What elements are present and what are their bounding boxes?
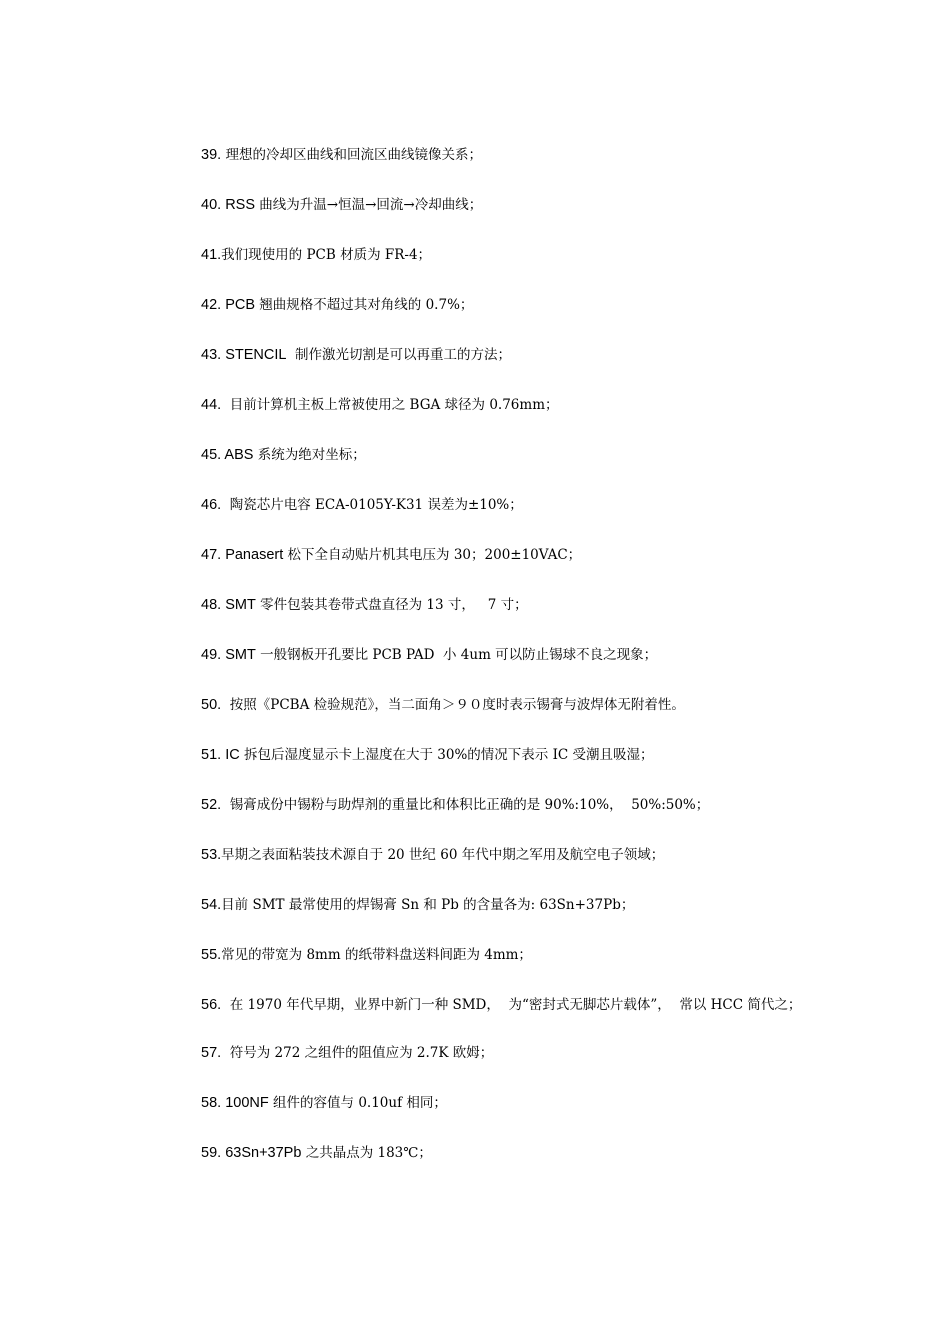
item-number: 40. [201,197,222,213]
item-number: 54. [201,897,222,913]
item-lead: SMT [221,647,256,663]
item-number: 45. [201,447,222,463]
item-lead: SMT [221,597,256,613]
item-number: 49. [201,647,222,663]
list-item [201,943,821,967]
item-text: 目前计算机主板上常被使用之 BGA 球径为 0.76mm； [221,397,559,413]
item-number: 39. [201,147,222,163]
list-item [201,743,821,767]
item-text: 松下全自动贴片机其电压为 30；200±10VAC； [283,547,582,563]
item-number: 44. [201,397,222,413]
list-item [201,1091,821,1115]
item-number: 56. [201,997,222,1013]
list-item [201,243,821,267]
item-text: 一般钢板开孔要比 PCB PAD 小 4um 可以防止锡球不良之现象； [255,647,658,663]
item-text: 翘曲规格不超过其对角线的 0.7%； [255,297,474,313]
item-text: 早期之表面粘装技术源自于 20 世纪 60 年代中期之军用及航空电子领域； [221,847,665,863]
item-text: 理想的冷却区曲线和回流区曲线镜像关系； [221,147,482,163]
list-item [201,193,821,217]
list-item [201,143,821,167]
item-number: 52. [201,797,222,813]
list-item [201,643,821,667]
item-number: 46. [201,497,222,513]
list-item [201,543,821,567]
item-number: 55. [201,947,222,963]
item-text: 之共晶点为 183℃； [301,1145,432,1161]
item-number: 41. [201,247,222,263]
item-number: 50. [201,697,222,713]
item-text: 制作激光切割是可以再重工的方法； [286,347,512,363]
list-item [201,443,821,467]
item-lead: 100NF [221,1095,269,1111]
item-lead: ABS [221,447,254,463]
item-number: 53. [201,847,222,863]
item-text: 拆包后湿度显示卡上湿度在大于 30%的情况下表示 IC 受潮且吸湿； [239,747,654,763]
item-lead: Panasert [221,547,284,563]
list-item [201,993,821,1017]
item-lead: 63Sn+37Pb [221,1145,302,1161]
item-lead: STENCIL [221,347,287,363]
list-item [201,1141,821,1165]
item-text: 我们现使用的 PCB 材质为 FR-4； [221,247,432,263]
item-number: 47. [201,547,222,563]
item-number: 48. [201,597,222,613]
item-text: 符号为 272 之组件的阻值应为 2.7K 欧姆； [221,1045,494,1061]
item-number: 59. [201,1145,222,1161]
list-item [201,893,821,917]
item-text: 锡膏成份中锡粉与助焊剂的重量比和体积比正确的是 90%:10%， 50%:50%； [221,797,710,813]
item-number: 42. [201,297,222,313]
item-number: 57. [201,1045,222,1061]
item-text: 目前 SMT 最常使用的焊锡膏 Sn 和 Pb 的含量各为: 63Sn+37Pb； [221,897,635,913]
list-item [201,593,821,617]
item-text: 陶瓷芯片电容 ECA-0105Y-K31 误差为±10%； [221,497,523,513]
list-item [201,293,821,317]
item-lead: IC [221,747,240,763]
item-lead: PCB [221,297,256,313]
list-item [201,693,821,717]
list-item [201,493,821,517]
item-text: 常见的带宽为 8mm 的纸带料盘送料间距为 4mm； [221,947,532,963]
item-text: 曲线为升温→恒温→回流→冷却曲线； [255,197,483,213]
item-text: 组件的容值与 0.10uf 相同； [268,1095,447,1111]
smt-knowledge-list [201,143,821,1191]
list-item [201,793,821,817]
list-item [201,1041,821,1065]
item-text: 按照《PCBA 检验规范》，当二面角＞９０度时表示锡膏与波焊体无附着性。 [221,697,685,713]
item-lead: RSS [221,197,256,213]
item-text: 零件包装其卷带式盘直径为 13 寸， 7 寸； [255,597,528,613]
list-item [201,393,821,417]
list-item [201,343,821,367]
item-number: 43. [201,347,222,363]
item-text: 在 1970 年代早期，业界中新门一种 SMD， 为“密封式无脚芯片载体”， 常以 HCC 简代之； [221,997,802,1013]
item-number: 51. [201,747,222,763]
item-number: 58. [201,1095,222,1111]
item-text: 系统为绝对坐标； [253,447,366,463]
list-item [201,843,821,867]
